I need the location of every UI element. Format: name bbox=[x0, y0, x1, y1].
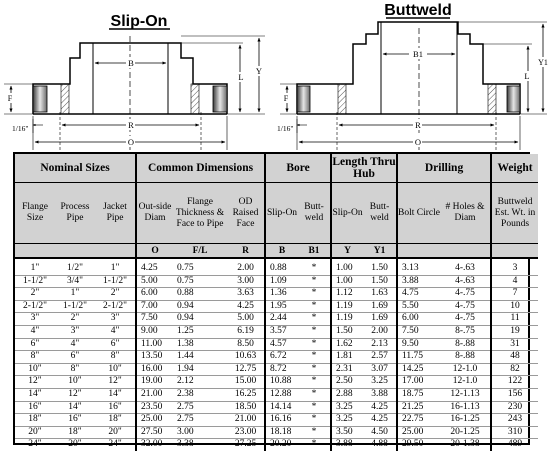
cell-bolt-circle: 14.25 bbox=[397, 363, 440, 376]
cell-jacket-pipe: 12" bbox=[95, 376, 136, 389]
cell-holes-diam: 12-1.0 bbox=[440, 363, 491, 376]
cell-process-pipe: 14" bbox=[55, 401, 95, 414]
cell-holes-diam: 4-.75 bbox=[440, 313, 491, 326]
cell-jacket-pipe: 8" bbox=[95, 351, 136, 364]
cell-od-raised-face: 3.63 bbox=[227, 288, 265, 301]
cell-flange-thickness: 1.38 bbox=[173, 338, 227, 351]
slip-on-f-label: F bbox=[7, 94, 13, 103]
col-header-length-buttweld: Butt-weld bbox=[363, 183, 397, 244]
cell-holes-diam: 8-.88 bbox=[440, 338, 491, 351]
cell-length-slip-on: 3.50 bbox=[331, 426, 363, 439]
cell-jacket-pipe: 24" bbox=[95, 439, 136, 451]
cell-weight: 310 bbox=[491, 426, 538, 439]
cell-bore-slip-on: 1.95 bbox=[265, 300, 298, 313]
cell-length-slip-on: 1.12 bbox=[331, 288, 363, 301]
col-header-bolt-circle: Bolt Circle bbox=[397, 183, 440, 244]
cell-bore-slip-on: 16.16 bbox=[265, 414, 298, 427]
cell-outside-diam: 13.50 bbox=[136, 351, 173, 364]
cell-flange-size: 20" bbox=[15, 426, 55, 439]
cell-flange-thickness: 1.94 bbox=[173, 363, 227, 376]
buttweld-f-label: F bbox=[283, 94, 289, 103]
cell-bore-slip-on: 3.57 bbox=[265, 325, 298, 338]
cell-flange-thickness: 0.75 bbox=[177, 263, 194, 273]
cell-flange-thickness: 2.38 bbox=[173, 388, 227, 401]
table-row bbox=[15, 288, 538, 301]
cell-length-buttweld: 1.50 bbox=[371, 263, 388, 273]
cell-flange-size: 10" bbox=[15, 363, 55, 376]
slip-on-title: Slip-On bbox=[110, 13, 168, 30]
cell-outside-diam: 16.00 bbox=[136, 363, 173, 376]
cell-length-buttweld: 1.69 bbox=[363, 300, 397, 313]
slip-on-drawing bbox=[4, 13, 265, 152]
symbol-b: B bbox=[265, 244, 298, 259]
cell-length-buttweld: 4.25 bbox=[363, 414, 397, 427]
group-header-nominal: Nominal Sizes bbox=[15, 154, 136, 183]
buttweld-pipe-right bbox=[507, 86, 520, 112]
cell-length-slip-on: 1.50 bbox=[331, 325, 363, 338]
cell-bore-buttweld: * bbox=[298, 426, 331, 439]
cell-jacket-pipe: 2-1/2" bbox=[95, 300, 136, 313]
cell-od-raised-face: 18.50 bbox=[227, 401, 265, 414]
cell-process-pipe: 10" bbox=[55, 376, 95, 389]
slip-on-o-label: O bbox=[127, 137, 135, 147]
col-header-length-slip-on: Slip-On bbox=[331, 183, 363, 244]
cell-flange-thickness: 2.75 bbox=[173, 414, 227, 427]
cell-holes-diam: 12-1.13 bbox=[440, 388, 491, 401]
group-header-common: Common Dimensions bbox=[136, 154, 265, 183]
cell-length-buttweld: 4.50 bbox=[363, 426, 397, 439]
cell-process-pipe: 16" bbox=[55, 414, 95, 427]
table-row bbox=[15, 300, 538, 313]
col-header-od-raised-face: OD Raised Face bbox=[227, 183, 265, 244]
cell-outside-diam: 32.00 bbox=[136, 439, 173, 451]
cell-weight: 156 bbox=[491, 388, 538, 401]
cell-jacket-pipe: 2" bbox=[95, 288, 136, 301]
cell-bolt-circle: 22.75 bbox=[397, 414, 440, 427]
cell-bore-buttweld: * bbox=[298, 363, 331, 376]
cell-length-buttweld: 2.13 bbox=[363, 338, 397, 351]
cell-length-slip-on: 3.25 bbox=[331, 414, 363, 427]
flange-drawings bbox=[0, 0, 551, 152]
cell-bore-buttweld: * bbox=[298, 439, 331, 451]
cell-jacket-pipe: 1-1/2" bbox=[95, 275, 136, 288]
cell-od-raised-face: 27.25 bbox=[227, 439, 265, 451]
cell-jacket-pipe: 6" bbox=[95, 338, 136, 351]
table-row bbox=[15, 325, 538, 338]
table-row bbox=[15, 363, 538, 376]
cell-bore-buttweld: * bbox=[298, 338, 331, 351]
cell-length-slip-on: 1.81 bbox=[331, 351, 363, 364]
symbol-y1: Y1 bbox=[363, 244, 397, 259]
symbol-b1: B1 bbox=[298, 244, 331, 259]
cell-flange-thickness: 0.88 bbox=[173, 288, 227, 301]
cell-bore-buttweld: * bbox=[298, 313, 331, 326]
group-header-bore: Bore bbox=[265, 154, 331, 183]
flange-dimensions-table bbox=[13, 152, 536, 450]
cell-holes-diam: 4-.75 bbox=[440, 300, 491, 313]
symbol-r: R bbox=[227, 244, 265, 259]
cell-length-buttweld: 1.69 bbox=[363, 313, 397, 326]
cell-flange-thickness: 0.75 bbox=[173, 275, 227, 288]
cell-bore-slip-on: 10.88 bbox=[265, 376, 298, 389]
cell-flange-size: 24" bbox=[15, 439, 55, 451]
cell-bore-slip-on: 20.20 bbox=[265, 439, 298, 451]
cell-bore-slip-on: 18.18 bbox=[265, 426, 298, 439]
cell-bore-buttweld: * bbox=[311, 263, 317, 273]
cell-weight: 48 bbox=[491, 351, 538, 364]
cell-bolt-circle: 11.75 bbox=[397, 351, 440, 364]
cell-flange-size: 2-1/2" bbox=[15, 300, 55, 313]
cell-length-slip-on: 1.19 bbox=[331, 313, 363, 326]
cell-bore-buttweld: * bbox=[298, 288, 331, 301]
cell-od-raised-face: 8.50 bbox=[227, 338, 265, 351]
cell-weight: 3 bbox=[491, 258, 538, 275]
cell-length-buttweld: 4.88 bbox=[363, 439, 397, 451]
table-row bbox=[15, 376, 538, 389]
cell-bolt-circle: 3.88 bbox=[397, 275, 440, 288]
cell-od-raised-face: 12.75 bbox=[227, 363, 265, 376]
cell-weight: 31 bbox=[491, 338, 538, 351]
cell-weight: 4 bbox=[491, 275, 538, 288]
cell-od-raised-face: 4.25 bbox=[227, 300, 265, 313]
cell-flange-size: 18" bbox=[15, 414, 55, 427]
cell-od-raised-face: 23.00 bbox=[227, 426, 265, 439]
cell-od-raised-face: 6.19 bbox=[227, 325, 265, 338]
cell-bolt-circle: 4.75 bbox=[397, 288, 440, 301]
cell-holes-diam: 16-1.13 bbox=[440, 401, 491, 414]
table-row bbox=[15, 439, 538, 451]
cell-length-slip-on: 1.19 bbox=[331, 300, 363, 313]
cell-bolt-circle: 6.00 bbox=[397, 313, 440, 326]
table-row bbox=[15, 414, 538, 427]
cell-process-pipe: 12" bbox=[55, 388, 95, 401]
cell-od-raised-face: 5.00 bbox=[227, 313, 265, 326]
cell-outside-diam: 25.00 bbox=[136, 414, 173, 427]
cell-length-slip-on: 1.00 bbox=[331, 275, 363, 288]
cell-bore-slip-on: 8.72 bbox=[265, 363, 298, 376]
cell-weight: 19 bbox=[491, 325, 538, 338]
buttweld-drawing bbox=[277, 2, 550, 152]
cell-length-slip-on: 3.25 bbox=[331, 401, 363, 414]
cell-length-slip-on: 1.00 bbox=[331, 258, 363, 275]
buttweld-outline bbox=[297, 22, 520, 114]
cell-bore-slip-on: 14.14 bbox=[265, 401, 298, 414]
cell-weight: 243 bbox=[491, 414, 538, 427]
cell-bore-slip-on: 0.88 bbox=[265, 258, 298, 275]
cell-process-pipe: 18" bbox=[55, 426, 95, 439]
col-header-bore-slip-on: Slip-On bbox=[265, 183, 298, 244]
cell-outside-diam: 5.00 bbox=[136, 275, 173, 288]
cell-bolt-circle: 7.50 bbox=[397, 325, 440, 338]
cell-bolt-circle: 29.50 bbox=[397, 439, 440, 451]
cell-process-pipe: 6" bbox=[55, 351, 95, 364]
cell-flange-thickness: 2.75 bbox=[173, 401, 227, 414]
cell-jacket-pipe: 14" bbox=[95, 388, 136, 401]
cell-bore-slip-on: 2.44 bbox=[265, 313, 298, 326]
cell-process-pipe: 1/2" bbox=[66, 263, 84, 273]
cell-jacket-pipe: 1" bbox=[110, 263, 120, 273]
cell-process-pipe: 3" bbox=[55, 325, 95, 338]
cell-od-raised-face: 16.25 bbox=[227, 388, 265, 401]
cell-weight: 122 bbox=[491, 376, 538, 389]
cell-bore-buttweld: * bbox=[298, 388, 331, 401]
cell-bore-slip-on: 1.36 bbox=[265, 288, 298, 301]
cell-holes-diam: 4-.63 bbox=[440, 275, 491, 288]
cell-outside-diam: 27.50 bbox=[136, 426, 173, 439]
table-row bbox=[15, 388, 538, 401]
cell-bore-buttweld: * bbox=[298, 401, 331, 414]
slip-on-b-label: B bbox=[128, 58, 134, 68]
group-header-drilling: Drilling bbox=[397, 154, 491, 183]
cell-weight: 7 bbox=[491, 288, 538, 301]
cell-bore-slip-on: 12.88 bbox=[265, 388, 298, 401]
cell-length-buttweld: 1.50 bbox=[363, 275, 397, 288]
table-row bbox=[15, 401, 538, 414]
symbol-f-l: F/L bbox=[173, 244, 227, 259]
cell-process-pipe: 8" bbox=[55, 363, 95, 376]
cell-bore-buttweld: * bbox=[298, 300, 331, 313]
slip-on-y-label: Y bbox=[255, 66, 263, 76]
slip-on-r-label: R bbox=[128, 120, 134, 130]
cell-flange-size: 14" bbox=[15, 388, 55, 401]
buttweld-b1-label: B1 bbox=[413, 49, 423, 59]
cell-bolt-circle: 5.50 bbox=[397, 300, 440, 313]
buttweld-y1-label: Y1 bbox=[538, 58, 548, 67]
cell-bore-buttweld: * bbox=[298, 325, 331, 338]
cell-length-slip-on: 2.50 bbox=[331, 376, 363, 389]
cell-flange-thickness: 1.44 bbox=[173, 351, 227, 364]
cell-jacket-pipe: 16" bbox=[95, 401, 136, 414]
cell-flange-size: 3" bbox=[15, 313, 55, 326]
cell-flange-size: 4" bbox=[15, 325, 55, 338]
cell-outside-diam: 6.00 bbox=[136, 288, 173, 301]
cell-flange-thickness: 3.00 bbox=[173, 426, 227, 439]
cell-holes-diam: 12-1.0 bbox=[440, 376, 491, 389]
cell-outside-diam: 21.00 bbox=[136, 388, 173, 401]
col-header-weight: Buttweld Est. Wt. in Pounds bbox=[491, 183, 538, 244]
buttweld-l-label: L bbox=[524, 71, 530, 81]
table-row bbox=[15, 275, 538, 288]
group-header-length: Length Thru Hub bbox=[331, 154, 397, 183]
cell-jacket-pipe: 4" bbox=[95, 325, 136, 338]
cell-flange-size: 16" bbox=[15, 401, 55, 414]
cell-weight: 10 bbox=[491, 300, 538, 313]
col-header-process-pipe: Process Pipe bbox=[55, 183, 95, 244]
col-header-bore-buttweld: Butt-weld bbox=[298, 183, 331, 244]
cell-outside-diam: 19.00 bbox=[136, 376, 173, 389]
cell-length-buttweld: 3.07 bbox=[363, 363, 397, 376]
buttweld-pipe-left bbox=[297, 86, 310, 112]
cell-flange-thickness: 1.25 bbox=[173, 325, 227, 338]
cell-bore-buttweld: * bbox=[298, 351, 331, 364]
cell-od-raised-face: 21.00 bbox=[227, 414, 265, 427]
cell-outside-diam: 23.50 bbox=[136, 401, 173, 414]
cell-process-pipe: 1-1/2" bbox=[55, 300, 95, 313]
cell-flange-size: 1" bbox=[30, 263, 40, 273]
col-header-holes-diam: # Holes & Diam bbox=[440, 183, 491, 244]
cell-jacket-pipe: 10" bbox=[95, 363, 136, 376]
cell-length-buttweld: 4.25 bbox=[363, 401, 397, 414]
cell-bore-buttweld: * bbox=[298, 275, 331, 288]
cell-flange-size: 8" bbox=[15, 351, 55, 364]
cell-outside-diam: 7.00 bbox=[136, 300, 173, 313]
cell-process-pipe: 4" bbox=[55, 338, 95, 351]
cell-outside-diam: 4.25 bbox=[136, 258, 173, 275]
symbol-y: Y bbox=[331, 244, 363, 259]
cell-bolt-circle: 17.00 bbox=[397, 376, 440, 389]
cell-length-slip-on: 2.31 bbox=[331, 363, 363, 376]
symbol-o: O bbox=[136, 244, 173, 259]
cell-weight: 82 bbox=[491, 363, 538, 376]
cell-process-pipe: 3/4" bbox=[55, 275, 95, 288]
table-row bbox=[15, 258, 538, 275]
cell-length-slip-on: 2.88 bbox=[331, 388, 363, 401]
cell-bolt-circle: 18.75 bbox=[397, 388, 440, 401]
cell-flange-thickness: 0.94 bbox=[173, 300, 227, 313]
cell-bolt-circle: 25.00 bbox=[397, 426, 440, 439]
cell-holes-diam: 8-.75 bbox=[440, 325, 491, 338]
cell-length-buttweld: 2.57 bbox=[363, 351, 397, 364]
cell-length-buttweld: 1.63 bbox=[363, 288, 397, 301]
cell-weight: 230 bbox=[491, 401, 538, 414]
cell-flange-thickness: 2.12 bbox=[173, 376, 227, 389]
cell-jacket-pipe: 20" bbox=[95, 426, 136, 439]
slip-on-pipe-left bbox=[33, 86, 47, 112]
cell-flange-size: 2" bbox=[15, 288, 55, 301]
cell-outside-diam: 11.00 bbox=[136, 338, 173, 351]
table-row bbox=[15, 338, 538, 351]
cell-bore-buttweld: * bbox=[298, 414, 331, 427]
table-row bbox=[15, 313, 538, 326]
buttweld-title: Buttweld bbox=[384, 2, 452, 19]
cell-holes-diam: 20-1.25 bbox=[440, 426, 491, 439]
cell-jacket-pipe: 18" bbox=[95, 414, 136, 427]
group-header-weight: Weight bbox=[491, 154, 538, 183]
cell-holes-diam: 8-.88 bbox=[440, 351, 491, 364]
col-header-flange-thickness: Flange Thickness & Face to Pipe bbox=[173, 183, 227, 244]
cell-flange-size: 1-1/2" bbox=[15, 275, 55, 288]
cell-bolt-circle: 21.25 bbox=[397, 401, 440, 414]
table-row bbox=[15, 351, 538, 364]
cell-length-buttweld: 3.25 bbox=[363, 376, 397, 389]
slip-on-pipe-right bbox=[213, 86, 227, 112]
cell-flange-thickness: 0.94 bbox=[173, 313, 227, 326]
cell-holes-diam: 4-.75 bbox=[440, 288, 491, 301]
cell-bolt-circle: 3.13 bbox=[397, 258, 440, 275]
cell-length-buttweld: 2.00 bbox=[363, 325, 397, 338]
cell-length-buttweld: 3.88 bbox=[363, 388, 397, 401]
cell-jacket-pipe: 3" bbox=[95, 313, 136, 326]
cell-process-pipe: 2" bbox=[55, 313, 95, 326]
col-header-flange-size: Flange Size bbox=[15, 183, 55, 244]
slip-on-l-label: L bbox=[238, 72, 244, 82]
cell-flange-size: 12" bbox=[15, 376, 55, 389]
cell-bore-slip-on: 4.57 bbox=[265, 338, 298, 351]
cell-od-raised-face: 2.00 bbox=[237, 263, 254, 273]
cell-flange-size: 6" bbox=[15, 338, 55, 351]
cell-weight: 11 bbox=[491, 313, 538, 326]
cell-process-pipe: 20" bbox=[55, 439, 95, 451]
cell-bore-buttweld: * bbox=[298, 376, 331, 389]
cell-od-raised-face: 3.00 bbox=[227, 275, 265, 288]
cell-length-slip-on: 3.88 bbox=[331, 439, 363, 451]
cell-holes-diam: 4-.63 bbox=[455, 263, 475, 273]
cell-outside-diam: 9.00 bbox=[136, 325, 173, 338]
cell-flange-thickness: 3.38 bbox=[173, 439, 227, 451]
cell-bore-slip-on: 1.09 bbox=[265, 275, 298, 288]
table-row bbox=[15, 426, 538, 439]
buttweld-o-label: O bbox=[414, 137, 422, 147]
cell-bore-slip-on: 6.72 bbox=[265, 351, 298, 364]
cell-od-raised-face: 15.00 bbox=[227, 376, 265, 389]
cell-outside-diam: 7.50 bbox=[136, 313, 173, 326]
cell-length-slip-on: 1.62 bbox=[331, 338, 363, 351]
cell-process-pipe: 1" bbox=[55, 288, 95, 301]
cell-weight: 489 bbox=[491, 439, 538, 451]
buttweld-gap-label: 1/16" bbox=[277, 124, 294, 133]
col-header-outside-diam: Out-side Diam bbox=[136, 183, 173, 244]
buttweld-r-label: R bbox=[415, 120, 421, 130]
cell-holes-diam: 20-1.38 bbox=[440, 439, 491, 451]
slip-on-gap-label: 1/16" bbox=[12, 124, 29, 133]
cell-holes-diam: 16-1.25 bbox=[440, 414, 491, 427]
col-header-jacket-pipe: Jacket Pipe bbox=[95, 183, 136, 244]
cell-od-raised-face: 10.63 bbox=[227, 351, 265, 364]
cell-bolt-circle: 9.50 bbox=[397, 338, 440, 351]
